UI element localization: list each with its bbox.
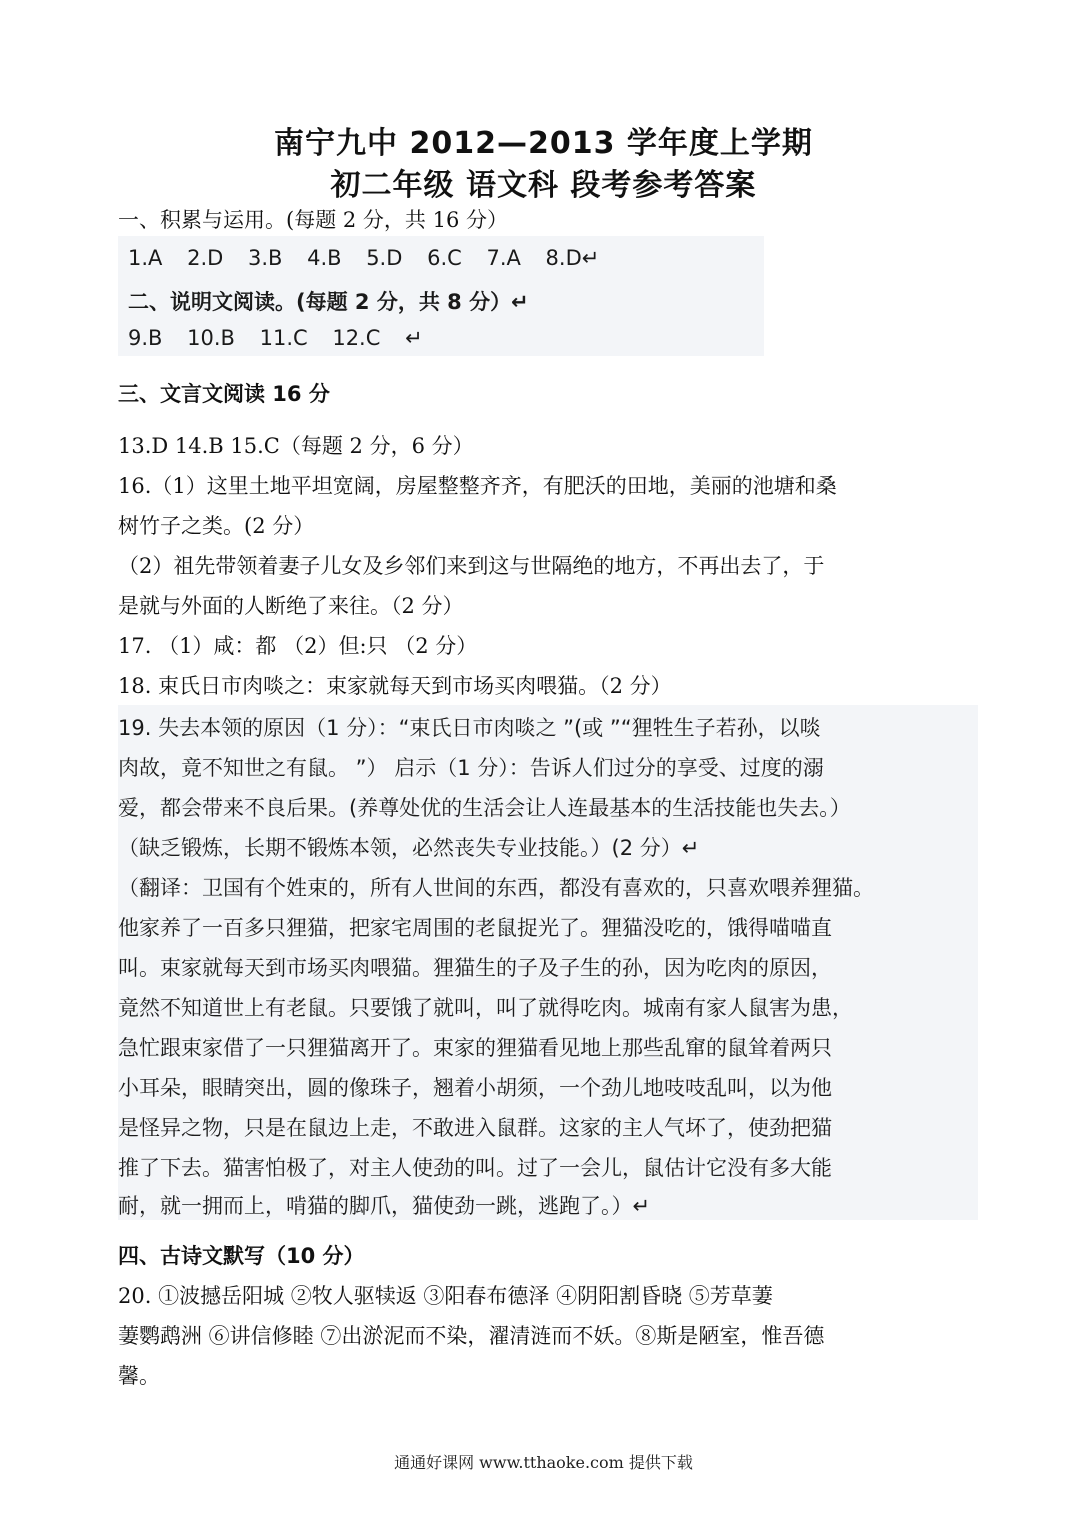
answer-20-line: 20. ①波撼岳阳城 ②牧人驱犊返 ③阳春布德泽 ④阴阳割昏晓 ⑤芳草萋 [118,1284,773,1308]
answer-17: 17. （1）咸：都 （2）但:只 （2 分） [118,634,478,658]
answer-19-line: （缺乏锻炼，长期不锻炼本领，必然丧失专业技能。）(2 分）↵ [118,836,700,860]
section4-heading: 四、古诗文默写（10 分） [118,1244,365,1268]
translation-line: 急忙跟束家借了一只狸猫离开了。束家的狸猫看见地上那些乱窜的鼠耸着两只 [118,1036,832,1060]
answer-16-2-line1: （2）祖先带领着妻子儿女及乡邻们来到这与世隔绝的地方，不再出去了，于 [118,554,825,578]
section2-heading: 二、说明文阅读。(每题 2 分，共 8 分）↵ [128,290,529,314]
answer-16-2-line2: 是就与外面的人断绝了来往。（2 分） [118,594,464,618]
section1-heading: 一、积累与运用。(每题 2 分，共 16 分） [118,208,508,232]
translation-line: （翻译：卫国有个姓束的，所有人世间的东西，都没有喜欢的，只喜欢喂养狸猫。 [118,876,874,900]
translation-line: 叫。束家就每天到市场买肉喂猫。狸猫生的子及子生的孙，因为吃肉的原因， [118,956,832,980]
answer-18: 18. 束氏日市肉啖之：束家就每天到市场买肉喂猫。（2 分） [118,674,672,698]
section3-heading: 三、文言文阅读 16 分 [118,382,330,406]
translation-line: 小耳朵，眼睛突出，圆的像珠子，翘着小胡须，一个劲儿地吱吱乱叫，以为他 [118,1076,832,1100]
answer-16-1-line1: 16.（1）这里土地平坦宽阔，房屋整整齐齐，有肥沃的田地，美丽的池塘和桑 [118,474,837,498]
answer-19-line: 爱，都会带来不良后果。(养尊处优的生活会让人连最基本的生活技能也失去。） [118,796,851,820]
translation-line: 他家养了一百多只狸猫，把家宅周围的老鼠捉光了。狸猫没吃的，饿得喵喵直 [118,916,832,940]
page-footer: 通通好课网 www.tthaoke.com 提供下载 [394,1453,693,1472]
answer-19-line: 肉故，竟不知世之有鼠。 ”） 启示（1 分）：告诉人们过分的享受、过度的溺 [118,756,824,780]
translation-line: 是怪异之物，只是在鼠边上走，不敢进入鼠群。这家的主人气坏了，使劲把猫 [118,1116,832,1140]
answer-19-line: 19. 失去本领的原因（1 分）：“束氏日市肉啖之 ”(或 ”“狸牲生子若孙，以啖 [118,716,821,740]
answer-20-line: 馨。 [118,1364,160,1388]
answer-20-line: 萋鹦鹉洲 ⑥讲信修睦 ⑦出淤泥而不染，濯清涟而不妖。⑧斯是陋室，惟吾德 [118,1324,825,1348]
translation-line: 推了下去。猫害怕极了，对主人使劲的叫。过了一会儿，鼠估计它没有多大能 [118,1156,832,1180]
document-subtitle: 初二年级 语文科 段考参考答案 [330,168,757,203]
document-title: 南宁九中 2012—2013 学年度上学期 [274,126,813,161]
translation-line: 竟然不知道世上有老鼠。只要饿了就叫，叫了就得吃肉。城南有家人鼠害为患， [118,996,853,1020]
translation-line: 耐，就一拥而上，啃猫的脚爪，猫使劲一跳，逃跑了。）↵ [118,1194,651,1218]
section1-answers: 1.A 2.D 3.B 4.B 5.D 6.C 7.A 8.D↵ [128,246,600,270]
answer-16-1-line2: 树竹子之类。(2 分） [118,514,315,538]
section2-answers: 9.B 10.B 11.C 12.C ↵ [128,326,423,350]
answers-13-15: 13.D 14.B 15.C（每题 2 分，6 分） [118,434,474,458]
